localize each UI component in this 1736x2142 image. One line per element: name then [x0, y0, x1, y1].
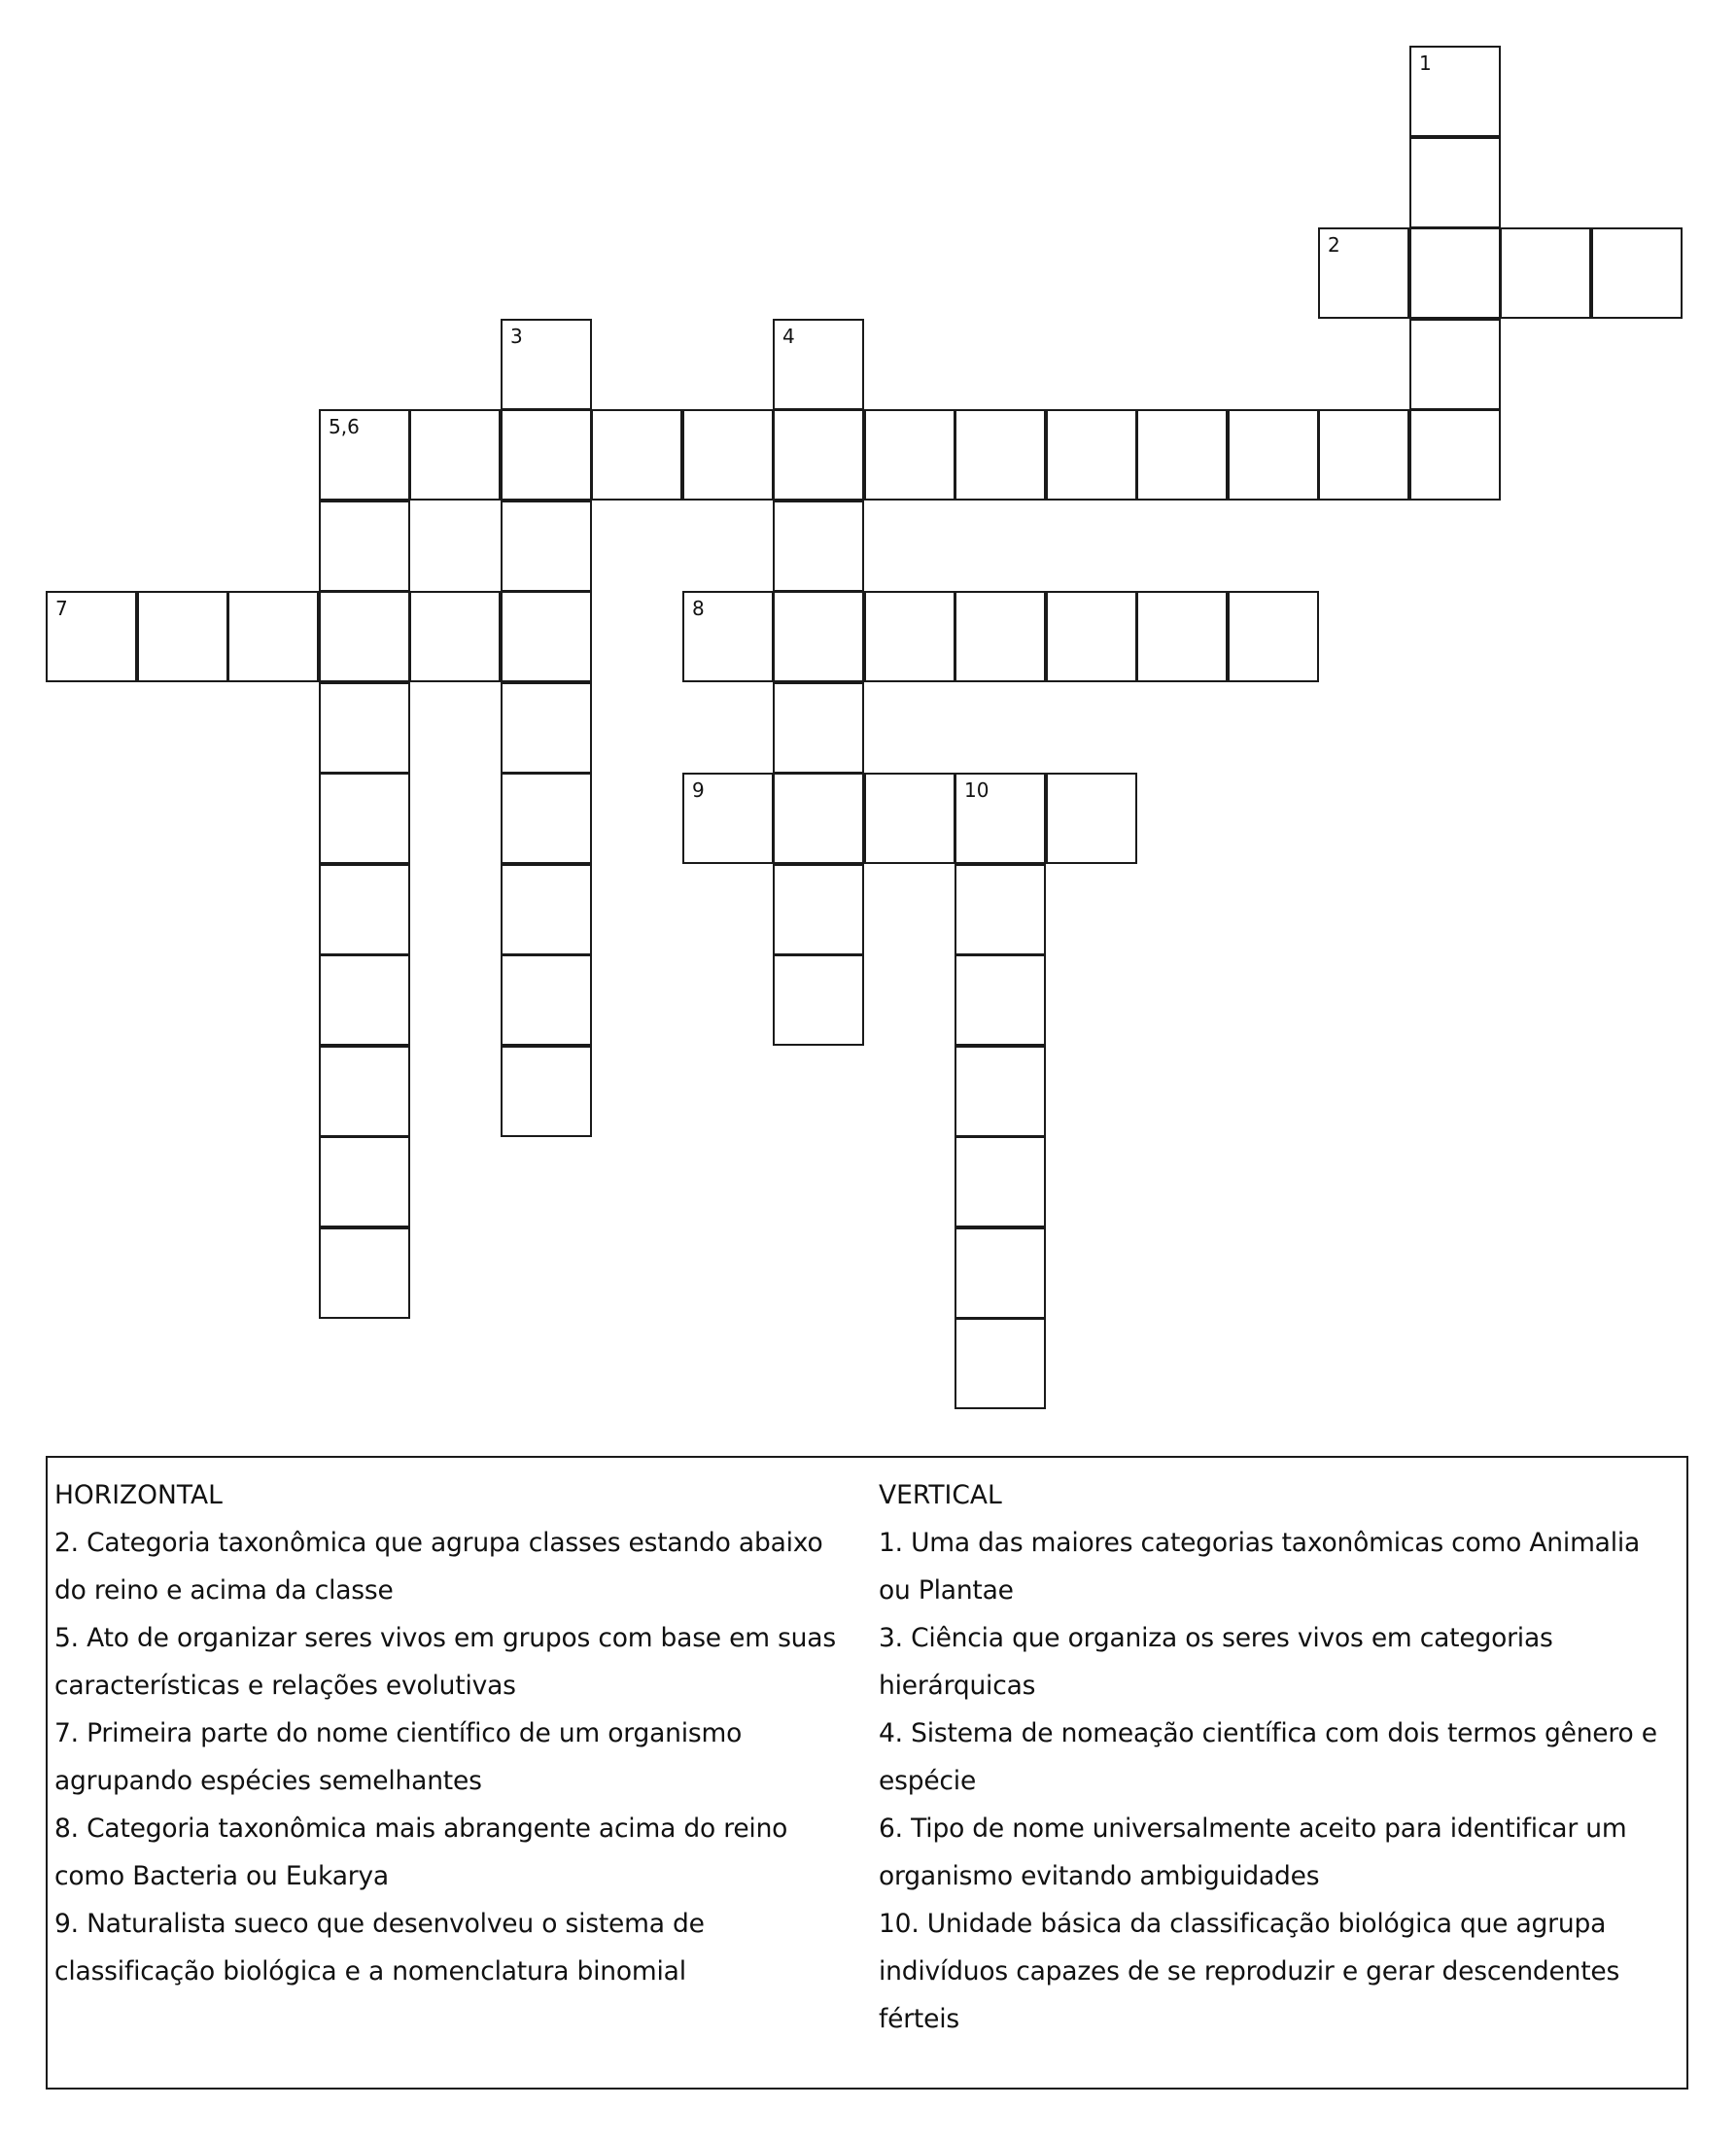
clue-number: 7: [55, 597, 68, 620]
clues-panel: [46, 1456, 1688, 2090]
grid-cell[interactable]: [955, 1046, 1046, 1137]
clue-line: espécie: [879, 1766, 977, 1796]
grid-cell[interactable]: [773, 409, 864, 501]
grid-cell[interactable]: [1228, 591, 1319, 682]
grid-cell[interactable]: [319, 1227, 410, 1319]
grid-cell[interactable]: [864, 591, 955, 682]
clue-line: organismo evitando ambiguidades: [879, 1861, 1320, 1891]
grid-cell[interactable]: [501, 682, 592, 774]
grid-cell[interactable]: [1046, 409, 1137, 501]
clue-number: 2: [1328, 233, 1340, 257]
grid-cell-8[interactable]: [682, 591, 774, 682]
grid-cell[interactable]: [501, 864, 592, 955]
vertical-heading: VERTICAL: [879, 1480, 1002, 1510]
clue-line: hierárquicas: [879, 1671, 1036, 1701]
grid-cell[interactable]: [319, 864, 410, 955]
grid-cell[interactable]: [955, 1318, 1046, 1409]
clue-line: 5. Ato de organizar seres vivos em grupos com base em suas: [54, 1623, 836, 1653]
grid-cell[interactable]: [319, 1136, 410, 1227]
grid-cell[interactable]: [1409, 137, 1501, 228]
clue-line: do reino e acima da classe: [54, 1575, 394, 1606]
grid-cell[interactable]: [955, 864, 1046, 955]
clue-line: classificação biológica e a nomenclatura binomial: [54, 1956, 686, 1987]
clue-line: 6. Tipo de nome universalmente aceito para identificar um: [879, 1814, 1627, 1844]
clue-number: 3: [510, 325, 523, 348]
grid-cell[interactable]: [501, 773, 592, 864]
grid-cell[interactable]: [1046, 773, 1137, 864]
grid-cell[interactable]: [1136, 591, 1228, 682]
grid-cell[interactable]: [501, 1046, 592, 1137]
grid-cell[interactable]: [1409, 319, 1501, 410]
grid-cell[interactable]: [137, 591, 228, 682]
grid-cell[interactable]: [773, 682, 864, 774]
grid-cell-5-6[interactable]: [319, 409, 410, 501]
clue-line: férteis: [879, 2004, 959, 2034]
grid-cell-10[interactable]: [955, 773, 1046, 864]
grid-cell[interactable]: [1409, 227, 1501, 319]
clue-line: 10. Unidade básica da classificação biológica que agrupa: [879, 1909, 1607, 1939]
grid-cell[interactable]: [409, 409, 501, 501]
grid-cell[interactable]: [773, 954, 864, 1046]
grid-cell[interactable]: [501, 409, 592, 501]
grid-cell[interactable]: [864, 409, 955, 501]
clue-line: 8. Categoria taxonômica mais abrangente acima do reino: [54, 1814, 788, 1844]
grid-cell[interactable]: [591, 409, 682, 501]
grid-cell[interactable]: [955, 1227, 1046, 1319]
grid-cell[interactable]: [1409, 409, 1501, 501]
clue-line: 1. Uma das maiores categorias taxonômicas como Animalia: [879, 1528, 1641, 1558]
grid-cell[interactable]: [319, 773, 410, 864]
grid-cell[interactable]: [319, 682, 410, 774]
grid-cell[interactable]: [1500, 227, 1591, 319]
grid-cell[interactable]: [955, 1136, 1046, 1227]
clue-number: 9: [692, 778, 705, 802]
grid-cell[interactable]: [227, 591, 319, 682]
grid-cell[interactable]: [501, 501, 592, 592]
grid-cell[interactable]: [773, 773, 864, 864]
grid-cell[interactable]: [501, 591, 592, 682]
clue-line: 3. Ciência que organiza os seres vivos em categorias: [879, 1623, 1553, 1653]
grid-cell[interactable]: [955, 409, 1046, 501]
grid-cell[interactable]: [319, 591, 410, 682]
grid-cell[interactable]: [319, 954, 410, 1046]
clue-number: 4: [782, 325, 795, 348]
grid-cell[interactable]: [319, 501, 410, 592]
grid-cell-7[interactable]: [46, 591, 137, 682]
clue-line: como Bacteria ou Eukarya: [54, 1861, 389, 1891]
grid-cell[interactable]: [1228, 409, 1319, 501]
grid-cell[interactable]: [955, 954, 1046, 1046]
clue-line: 7. Primeira parte do nome científico de um organismo: [54, 1718, 743, 1748]
grid-cell[interactable]: [1318, 409, 1409, 501]
clue-number: 1: [1419, 52, 1432, 75]
grid-cell[interactable]: [773, 501, 864, 592]
clue-line: 4. Sistema de nomeação científica com dois termos gênero e: [879, 1718, 1657, 1748]
grid-cell-1[interactable]: [1409, 46, 1501, 137]
clue-number: 10: [964, 778, 990, 802]
grid-cell[interactable]: [501, 954, 592, 1046]
clue-line: ou Plantae: [879, 1575, 1014, 1606]
grid-cell[interactable]: [864, 773, 955, 864]
clue-number: 5,6: [329, 415, 360, 438]
grid-cell-3[interactable]: [501, 319, 592, 410]
grid-cell-2[interactable]: [1318, 227, 1409, 319]
clue-line: indivíduos capazes de se reproduzir e gerar descendentes: [879, 1956, 1620, 1987]
grid-cell[interactable]: [1046, 591, 1137, 682]
clue-line: 9. Naturalista sueco que desenvolveu o sistema de: [54, 1909, 705, 1939]
horizontal-clues: [54, 1471, 871, 1995]
horizontal-heading: HORIZONTAL: [54, 1480, 223, 1510]
grid-cell[interactable]: [409, 591, 501, 682]
grid-cell[interactable]: [682, 409, 774, 501]
grid-cell[interactable]: [773, 591, 864, 682]
grid-cell[interactable]: [1591, 227, 1683, 319]
clue-number: 8: [692, 597, 705, 620]
grid-cell[interactable]: [955, 591, 1046, 682]
clue-line: características e relações evolutivas: [54, 1671, 516, 1701]
vertical-clues: [879, 1471, 1685, 2043]
grid-cell[interactable]: [773, 864, 864, 955]
grid-cell-4[interactable]: [773, 319, 864, 410]
clue-line: agrupando espécies semelhantes: [54, 1766, 482, 1796]
grid-cell[interactable]: [1136, 409, 1228, 501]
clue-line: 2. Categoria taxonômica que agrupa classes estando abaixo: [54, 1528, 823, 1558]
grid-cell-9[interactable]: [682, 773, 774, 864]
grid-cell[interactable]: [319, 1046, 410, 1137]
